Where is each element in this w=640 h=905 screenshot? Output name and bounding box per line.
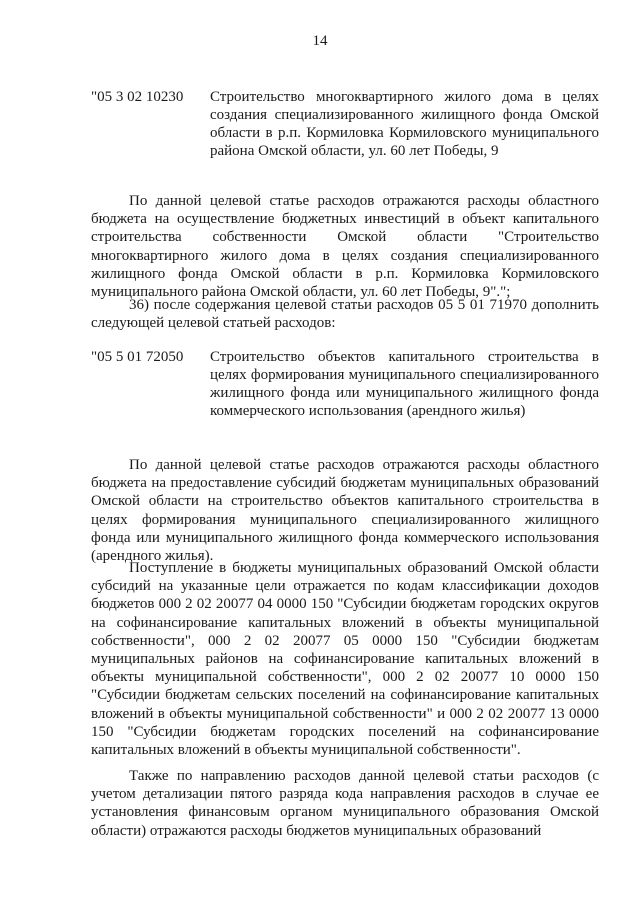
budget-item-code: "05 5 01 72050 bbox=[91, 349, 184, 365]
budget-item-entry bbox=[91, 88, 599, 178]
body-paragraph: По данной целевой статье расходов отражаются расходы областного бюджета на предоставление субсидий бюджетам муниципальных образований Омской области на строительство объектов капитального строительства в целях формирования муниципального специализированного жилищного фонда или муниципального жилищного фонда коммерческого использования (арендного жилья). bbox=[91, 457, 599, 565]
budget-item-entry bbox=[91, 348, 599, 438]
budget-item-description: Строительство объектов капитального строительства в целях формирования муниципального специализированного жилищного фонда или муниципального жилищного фонда коммерческого использования (арендного жилья) bbox=[210, 349, 599, 419]
page-number: 14 bbox=[312, 33, 328, 49]
budget-item-code: "05 3 02 10230 bbox=[91, 89, 184, 105]
body-paragraph: 36) после содержания целевой статьи расходов 05 5 01 71970 дополнить следующей целевой статьей расходов: bbox=[91, 297, 599, 332]
body-paragraph: По данной целевой статье расходов отражаются расходы областного бюджета на осуществление бюджетных инвестиций в объект капитального строительства собственности Омской области "Строительство многоквартирного жилого дома в целях создания специализированного жилищного фонда Омской области в р.п. Кормиловка Кормиловского муниципального района Омской области, ул. 60 лет Победы, 9"."; bbox=[91, 193, 599, 301]
budget-item-description: Строительство многоквартирного жилого дома в целях создания специализированного жилищного фонда Омской области в р.п. Кормиловка Кормиловского муниципального района Омской области, ул. 60 лет Победы, 9 bbox=[210, 89, 599, 159]
body-paragraph: Также по направлению расходов данной целевой статьи расходов (с учетом детализации пятого разряда кода направления расходов в случае ее установления финансовым органом муниципального образования Омской области) отражаются расходы бюджетов муниципальных образований bbox=[91, 768, 599, 839]
body-paragraph: Поступление в бюджеты муниципальных образований Омской области субсидий на указанные цели отражается по кодам классификации доходов бюджетов 000 2 02 20077 04 0000 150 "Субсидии бюджетам городских округов на софинансирование капитальных вложений в объекты муниципальной собственности", 000 2 02 20077 05 0000 150 "Субсидии бюджетам муниципальных районов на софинансирование капитальных вложений в объекты муниципальной собственности", 000 2 02 20077 10 0000 150 "Субсидии бюджетам сельских поселений на софинансирование капитальных вложений в объекты муниципальной собственности" и 000 2 02 20077 13 0000 150 "Субсидии бюджетам городских поселений на софинансирование капитальных вложений в объекты муниципальной собственности". bbox=[91, 560, 599, 759]
